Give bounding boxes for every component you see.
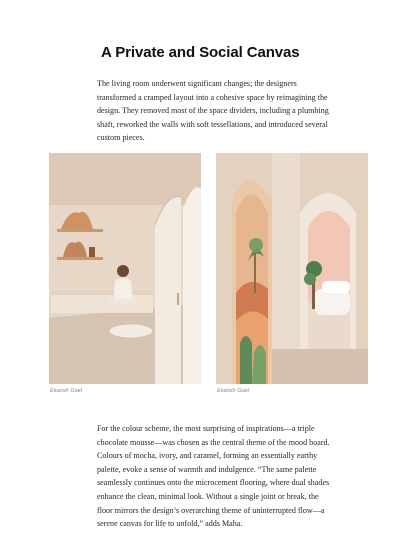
photo-archway-mural [216,153,368,384]
photo-caption: Ekansh Goel [217,388,250,394]
photo-living-room [49,153,201,384]
intro-paragraph: The living room underwent significant changes; the designers transformed a cramped layout into a cohesive space by reimagining the design. They removed most of the space dividers, including a plumbing shaft, reworked the walls with soft tessellations, and introduced several custom pieces. [97,79,329,143]
living-room-illustration [49,153,201,384]
photo-caption: Ekansh Goel [50,388,83,394]
colour-scheme-paragraph: For the colour scheme, the most surprising of inspirations—a triple chocolate mousse—was chosen as the central theme of the mood board. Colours of mocha, ivory, and caramel, forming an essentially earthy palette, evoke a sense of warmth and indulgence. “The same palette seamlessly continues onto the microcement flooring, where dual shades enhance the clean, minimal look. Without a single joint or break, the floor mirrors the design’s overarching theme of uninterrupted flow—a serene canvas for life to unfold,” adds Maha. [97,424,330,529]
archway-mural-illustration [216,153,368,384]
section-title: A Private and Social Canvas [101,44,300,62]
